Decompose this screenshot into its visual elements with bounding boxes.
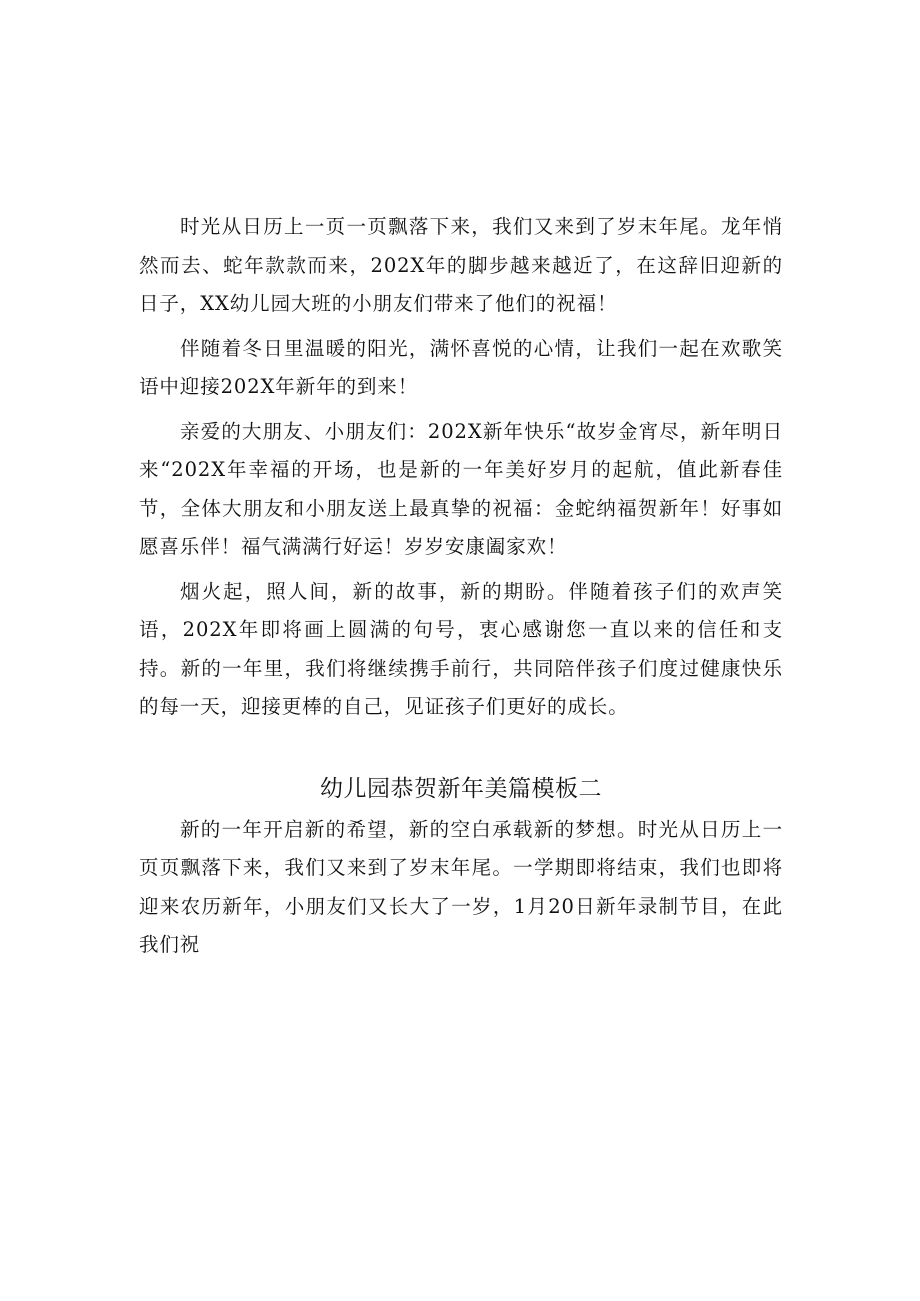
- paragraph-sunshine: 伴随着冬日里温暖的阳光，满怀喜悦的心情，让我们一起在欢歌笑语中迎接202X年新年的到来！: [139, 336, 783, 398]
- paragraph-greeting: 亲爱的大朋友、小朋友们：202X新年快乐“故岁金宵尽，新年明日来“202X年幸福的开场，也是新的一年美好岁月的起航，值此新春佳节，全体大朋友和小朋友送上最真挚的祝福：金蛇纳福贺新年！好事如愿喜乐伴！福气满满行好运！岁岁安康阖家欢！: [139, 419, 783, 558]
- paragraph-intro: 时光从日历上一页一页飘落下来，我们又来到了岁末年尾。龙年悄然而去、蛇年款款而来，202X年的脚步越来越近了，在这辞旧迎新的日子，XX幼儿园大班的小朋友们带来了他们的祝福！: [139, 215, 783, 315]
- section-title: 幼儿园恭贺新年美篇模板二: [320, 775, 602, 802]
- paragraph-new-year-hope: 新的一年开启新的希望，新的空白承载新的梦想。时光从日历上一页页飘落下来，我们又来到了岁末年尾。一学期即将结束，我们也即将迎来农历新年，小朋友们又长大了一岁，1月20日新年录制节目，在此我们祝: [139, 817, 783, 956]
- document-body: [139, 208, 783, 971]
- paragraph-fireworks: 烟火起，照人间，新的故事，新的期盼。伴随着孩子们的欢声笑语，202X年即将画上圆满的句号，衷心感谢您一直以来的信任和支持。新的一年里，我们将继续携手前行，共同陪伴孩子们度过健康快乐的每一天，迎接更棒的自己，见证孩子们更好的成长。: [139, 579, 783, 718]
